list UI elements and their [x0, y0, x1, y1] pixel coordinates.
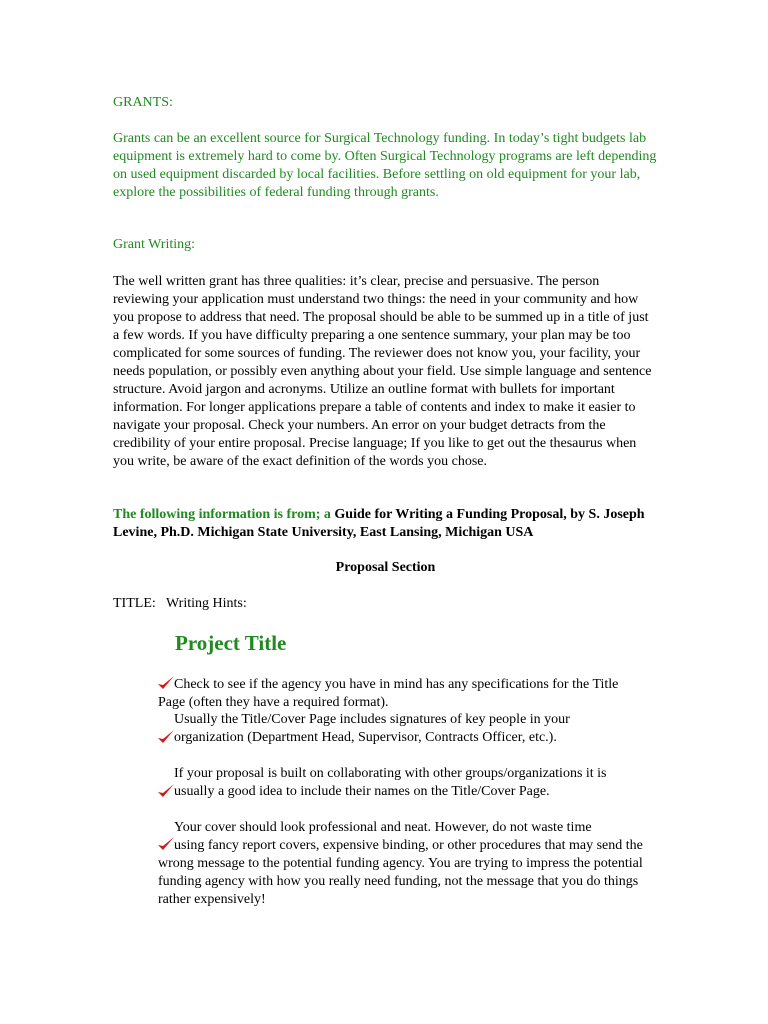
hint-4-first-line: Your cover should look professional and neat. However, do not waste time [174, 820, 592, 835]
hint-2-rest: organization (Department Head, Supervisor, Contracts Officer, etc.). [174, 730, 557, 745]
proposal-section-heading: Proposal Section [335, 560, 436, 575]
hint-item-3 [158, 765, 658, 801]
hint-4-rest: using fancy report covers, expensive binding, or other procedures that may send the wrong message to the potential funding agency. You are trying to impress the potential funding agency with how you really need funding, not the message that you do things rather expensively! [158, 838, 643, 907]
hint-item-2 [158, 711, 658, 747]
hint-item-4 [158, 819, 658, 909]
grant-writing-heading: Grant Writing: [113, 237, 195, 252]
grants-heading: GRANTS: [113, 95, 173, 110]
hint-1-first-line: Check to see if the agency you have in mind has any specifications for the Title [174, 677, 619, 692]
hint-2-first-line: Usually the Title/Cover Page includes signatures of key people in your [174, 712, 570, 727]
project-title-heading: Project Title [175, 631, 287, 655]
source-citation: Guide for Writing a Funding Proposal, by S. Joseph Levine, Ph.D. Michigan State University, East Lansing, Michigan USA [113, 507, 645, 540]
source-attribution [113, 506, 658, 542]
grant-writing-paragraph: The well written grant has three qualities: it’s clear, precise and persuasive. The person reviewing your application must understand two things: the need in your community and how you propose to address that need. The proposal should be able to be summed up in a title of just a few words. If you have difficulty preparing a one sentence summary, your plan may be too complicated for some sources of funding. The reviewer does not know you, your facility, your needs population, or possibly even anything about your field. Use simple language and sentence structure. Avoid jargon and acronyms. Utilize an outline format with bullets for important information. For longer applications prepare a table of contents and index to make it easier to navigate your proposal. Check your numbers. An error on your budget detracts from the credibility of your entire proposal. Precise language; If you like to get out the thesaurus when you write, be aware of the exact definition of the words you chose. [113, 274, 652, 469]
hint-3-first-line: If your proposal is built on collaborating with other groups/organizations it is [174, 766, 607, 781]
hint-item-1 [158, 676, 658, 712]
hint-1-rest: Page (often they have a required format). [158, 695, 389, 710]
hint-3-rest: usually a good idea to include their names on the Title/Cover Page. [174, 784, 550, 799]
source-lead: The following information is from; a [113, 507, 331, 522]
grants-intro-paragraph: Grants can be an excellent source for Surgical Technology funding. In today’s tight budgets lab equipment is extremely hard to come by. Often Surgical Technology programs are left depending on used equipment discarded by local facilities. Before settling on old equipment for your lab, explore the possibilities of federal funding through grants. [113, 131, 657, 200]
title-writing-hints-line: TITLE: Writing Hints: [113, 596, 247, 611]
